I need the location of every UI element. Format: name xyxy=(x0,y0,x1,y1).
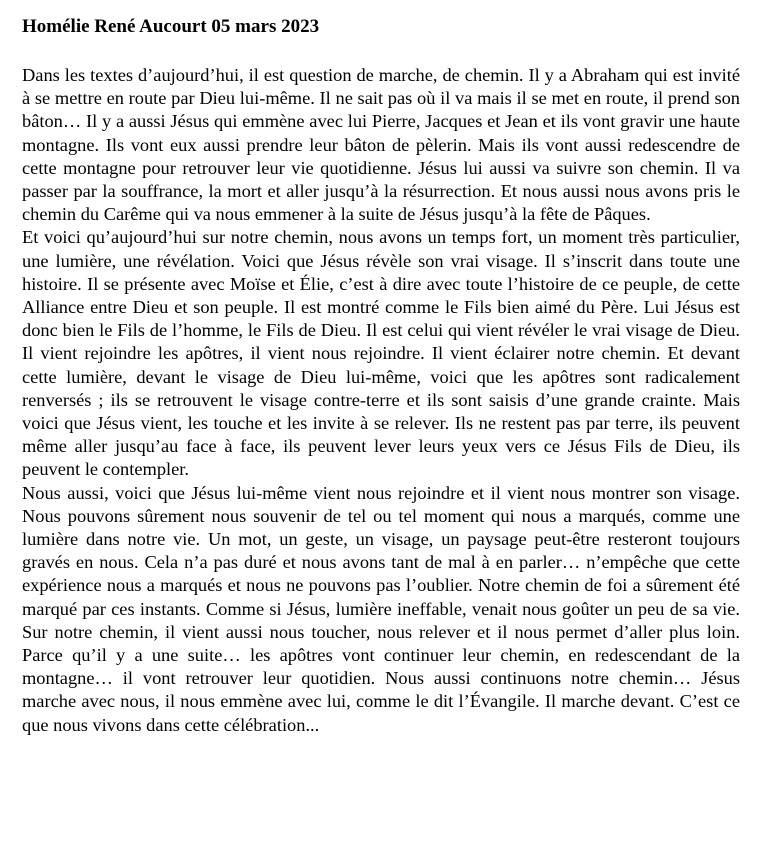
paragraph-1: Dans les textes d’aujourd’hui, il est question de marche, de chemin. Il y a Abraham qui est invité à se mettre en route par Dieu lui-même. Il ne sait pas où il va mais il se met en route, il prend son bâton… Il y a aussi Jésus qui emmène avec lui Pierre, Jacques et Jean et ils vont gravir une haute montagne. Ils vont eux aussi prendre leur bâton de pèlerin. Mais ils vont aussi redescendre de cette montagne pour retrouver leur vie quotidienne. Jésus lui aussi va suivre son chemin. Il va passer par la souffrance, la mort et aller jusqu’à la résurrection. Et nous aussi nous avons pris le chemin du Carême qui va nous emmener à la suite de Jésus jusqu’à la fête de Pâques. xyxy=(22,65,740,225)
paragraph-3: Nous aussi, voici que Jésus lui-même vient nous rejoindre et il vient nous montrer son visage. Nous pouvons sûrement nous souvenir de tel ou tel moment qui nous a marqués, comme une lumière dans notre vie. Un mot, un geste, un visage, un paysage peut-être resteront toujours gravés en nous. Cela n’a pas duré et nous avons tant de mal à en parler… n’empêche que cette expérience nous a marqués et nous ne pouvons pas l’oublier. Notre chemin de foi a sûrement été marqué par ces instants. Comme si Jésus, lumière ineffable, venait nous goûter un peu de sa vie. Sur notre chemin, il vient aussi nous toucher, nous relever et il nous permet d’aller plus loin. Parce qu’il y a une suite… les apôtres vont continuer leur chemin, en redescendant de la montagne… il vont retrouver leur quotidien. Nous aussi continuons notre chemin… Jésus marche avec nous, il nous emmène avec lui, comme le dit l’Évangile. Il marche devant. C’est ce que nous vivons dans cette célébration... xyxy=(22,482,740,735)
document-page xyxy=(22,14,740,737)
document-title: Homélie René Aucourt 05 mars 2023 xyxy=(22,16,320,37)
paragraph-2: Et voici qu’aujourd’hui sur notre chemin, nous avons un temps fort, un moment très particulier, une lumière, une révélation. Voici que Jésus révèle son vrai visage. Il s’inscrit dans toute une histoire. Il se présente avec Moïse et Élie, c’est à dire avec toute l’histoire de ce peuple, de cette Alliance entre Dieu et son peuple. Il est montré comme le Fils bien aimé du Père. Lui Jésus est donc bien le Fils de l’homme, le Fils de Dieu. Il est celui qui vient révéler le vrai visage de Dieu. Il vient rejoindre les apôtres, il vient nous rejoindre. Il vient éclairer notre chemin. Et devant cette lumière, devant le visage de Dieu lui-même, voici que les apôtres sont radicalement renversés ; ils se retrouvent le visage contre-terre et ils sont saisis d’une grande crainte. Mais voici que Jésus vient, les touche et les invite à se relever. Ils ne restent pas par terre, ils peuvent même aller jusqu’au face à face, ils peuvent lever leurs yeux vers ce Jésus Fils de Dieu, ils peuvent le contempler. xyxy=(22,227,740,480)
